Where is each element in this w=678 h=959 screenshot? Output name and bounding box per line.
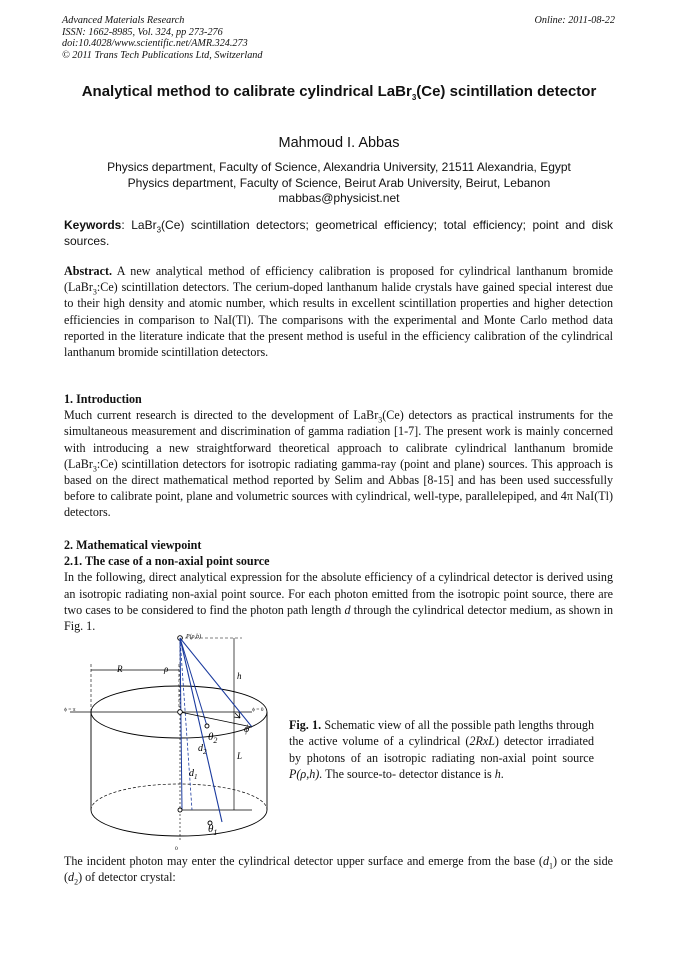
paper-title: Analytical method to calibrate cylindrical LaBr$_3$(Ce) scintillation detector bbox=[81, 83, 597, 102]
base-point-marker bbox=[178, 808, 182, 812]
math-heading: 2. Mathematical viewpoint bbox=[64, 538, 202, 552]
abstract: Abstract. A new analytical method of efficiency calibration is proposed for cylindrical lanthanum bromide (LaBr$_3$:Ce) scintillation detectors. The cerium-doped lanthanum halide crystals have gained special interest due to their high density and atomic number, which results in excellent scintillation properties and higher detection efficiencies in comparison to NaI(Tl). The comparisons with the experimental and Monte Carlo method data reported in the literature indicate that the present method is useful in the efficiency calibration of the cylindrical lanthanum bromide scintillation detectors. bbox=[64, 264, 613, 360]
keywords: Keywords: LaBr$_3$(Ce) scintillation detectors; geometrical efficiency; total efficiency; point and disk sources. bbox=[64, 218, 614, 248]
label-phi: ϕ bbox=[244, 724, 250, 735]
label-phi-pi: ϕ = π bbox=[64, 707, 76, 713]
label-theta1: $\theta_1$ bbox=[208, 823, 218, 837]
figure-1-caption: Fig. 1. Schematic view of all the possible path lengths through the active volume of a cylindrical (2RxL) detector irradiated by photons of an isotropic radiating non-axial point source P(ρ,h). The source-to- detector distance is h. bbox=[289, 718, 594, 781]
journal-name: Advanced Materials Research bbox=[62, 15, 185, 26]
math-subheading: 2.1. The case of a non-axial point source bbox=[64, 554, 270, 569]
label-L: L bbox=[237, 751, 243, 761]
math-section bbox=[64, 537, 613, 634]
math-text: In the following, direct analytical expression for the absolute efficiency of a cylindrical detector is derived using an isotropic radiating non-axial point source. For each photon emitted from the isotropic point source, there are two cases to be considered to find the photon path length d through the cylindrical detector medium, as shown in Fig. 1. bbox=[64, 570, 613, 634]
figure-1-diagram bbox=[62, 632, 280, 854]
exit-point-marker bbox=[205, 724, 209, 728]
label-d1: $d_1$ bbox=[189, 768, 198, 781]
email: mabbas@physicist.net bbox=[278, 191, 400, 205]
copyright: © 2011 Trans Tech Publications Ltd, Switzerland bbox=[62, 49, 263, 61]
journal-header bbox=[62, 15, 262, 61]
label-theta2: $\theta_2$ bbox=[208, 731, 218, 745]
entry-point-marker bbox=[178, 710, 183, 715]
online-date: Online: 2011-08-22 bbox=[534, 15, 615, 26]
affiliation-2: Physics department, Faculty of Science, Beirut Arab University, Beirut, Lebanon bbox=[127, 175, 551, 190]
introduction-section bbox=[64, 391, 613, 521]
phi-arrow-icon bbox=[234, 712, 240, 718]
author-name: Mahmoud I. Abbas bbox=[278, 135, 400, 151]
path-d2-line bbox=[180, 638, 252, 727]
label-origin: 0 bbox=[175, 846, 178, 852]
doi: doi:10.4028/www.scientific.net/AMR.324.273 bbox=[62, 38, 248, 50]
affiliations bbox=[62, 160, 616, 207]
closing-paragraph: The incident photon may enter the cylindrical detector upper surface and emerge from the base $(d_1)$ or the side $(d_2)$ of detector crystal: bbox=[64, 854, 613, 887]
introduction-heading: 1. Introduction bbox=[64, 392, 142, 406]
label-R: R bbox=[117, 664, 123, 674]
label-phi-0: ϕ = 0 bbox=[252, 707, 264, 713]
affiliation-1: Physics department, Faculty of Science, Alexandria University, 21511 Alexandria, Egypt bbox=[107, 160, 571, 174]
introduction-text: Much current research is directed to the development of LaBr$_3$(Ce) detectors as practical instruments for the simultaneous measurement and discrimination of gamma radiation [1-7]. The present work is mainly concerned with introducing a new straightforward theoretical approach to calibrate cylindrical lanthanum bromide (LaBr$_3$:Ce) scintillation detectors for isotropic radiating gamma-ray (point and plane) sources. This approach is based on the direct mathematical method reported by Selim and Abbas [8-15] and has been used successfully before to calibrate point, plane and volumetric sources with cylindrical, well-type, parallelepiped, and 4π NaI(Tl) detectors. bbox=[64, 408, 613, 520]
issn: ISSN: 1662-8985, Vol. 324, pp 273-276 bbox=[62, 26, 223, 38]
cylinder-bottom-hidden bbox=[91, 784, 267, 810]
label-rho: ρ bbox=[164, 664, 169, 674]
cylinder-bottom-ellipse bbox=[91, 810, 267, 836]
label-h: h bbox=[237, 671, 242, 681]
label-d2: $d_2$ bbox=[198, 743, 207, 756]
label-source: P(ρ,h) bbox=[186, 634, 202, 640]
